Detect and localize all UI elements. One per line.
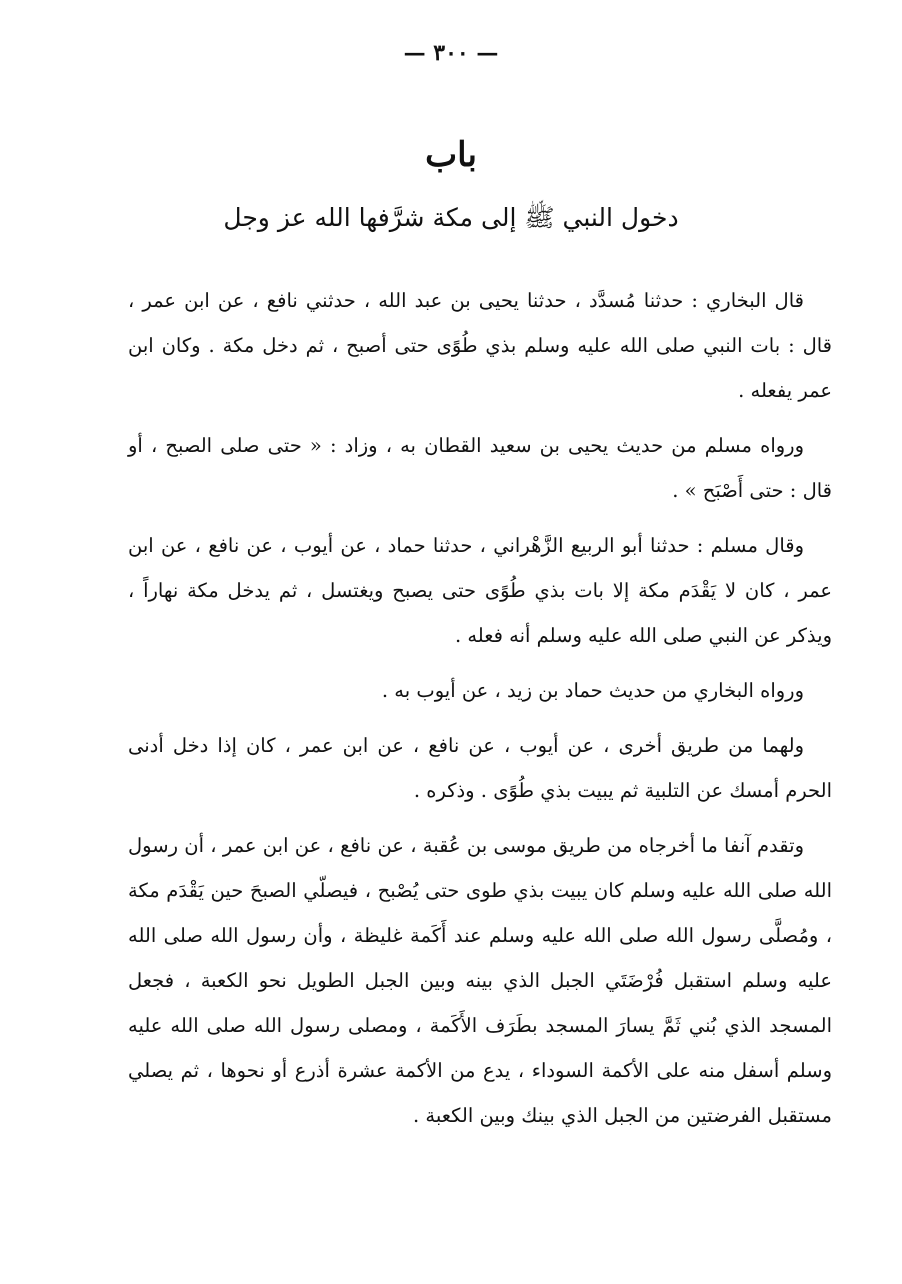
paragraph: ورواه مسلم من حديث يحيى بن سعيد القطان به ، وزاد : « حتى صلى الصبح ، أو قال : حتى أَصْبَح » . (128, 434, 832, 502)
paragraph: قال البخاري : حدثنا مُسدَّد ، حدثنا يحيى بن عبد الله ، حدثني نافع ، عن ابن عمر ، قال : بات النبي صلى الله عليه وسلم بذي طُوًى حتى أصبح ، ثم دخل مكة . وكان ابن عمر يفعله . (128, 289, 832, 402)
paragraph: وقال مسلم : حدثنا أبو الربيع الزَّهْراني ، حدثنا حماد ، عن أيوب ، عن نافع ، عن ابن عمر ، كان لا يَقْدَم مكة إلا بات بذي طُوًى حتى يصبح ويغتسل ، ثم يدخل مكة نهاراً ، ويذكر عن النبي صلى الله عليه وسلم أنه فعله . (128, 534, 832, 647)
paragraph: ورواه البخاري من حديث حماد بن زيد ، عن أيوب به . (381, 679, 804, 702)
paragraph: وتقدم آنفا ما أخرجاه من طريق موسى بن عُقبة ، عن نافع ، عن ابن عمر ، أن رسول الله صلى الله عليه وسلم كان يبيت بذي طوى حتى يُصْبح ، فيصلّي الصبحَ حين يَقْدَم مكة ، ومُصلَّى رسول الله صلى الله عليه وسلم عند أَكَمة غليظة ، وأن رسول الله صلى الله عليه وسلم استقبل فُرْضَتَي الجبل الذي بينه وبين الجبل الطويل نحو الكعبة ، فجعل المسجد الذي بُني ثَمَّ يسارَ المسجد بطَرَف الأَكَمة ، ومصلى رسول الله صلى الله عليه وسلم أسفل منه على الأكمة السوداء ، يدع من الأكمة عشرة أذرع أو نحوها ، ثم يصلي مستقبل الفرضتين من الجبل الذي بينك وبين الكعبة . (128, 834, 832, 1127)
chapter-heading: باب (425, 135, 477, 175)
chapter-subheading: دخول النبي ﷺ إلى مكة شرَّفها الله عز وجل (223, 203, 679, 232)
paragraph: ولهما من طريق أخرى ، عن أيوب ، عن نافع ، عن ابن عمر ، كان إذا دخل أدنى الحرم أمسك عن التلبية ثم يبيت بذي طُوًى . وذكره . (128, 734, 832, 802)
page-number: — ٣٠٠ — (403, 40, 499, 66)
body-text (128, 278, 832, 1138)
